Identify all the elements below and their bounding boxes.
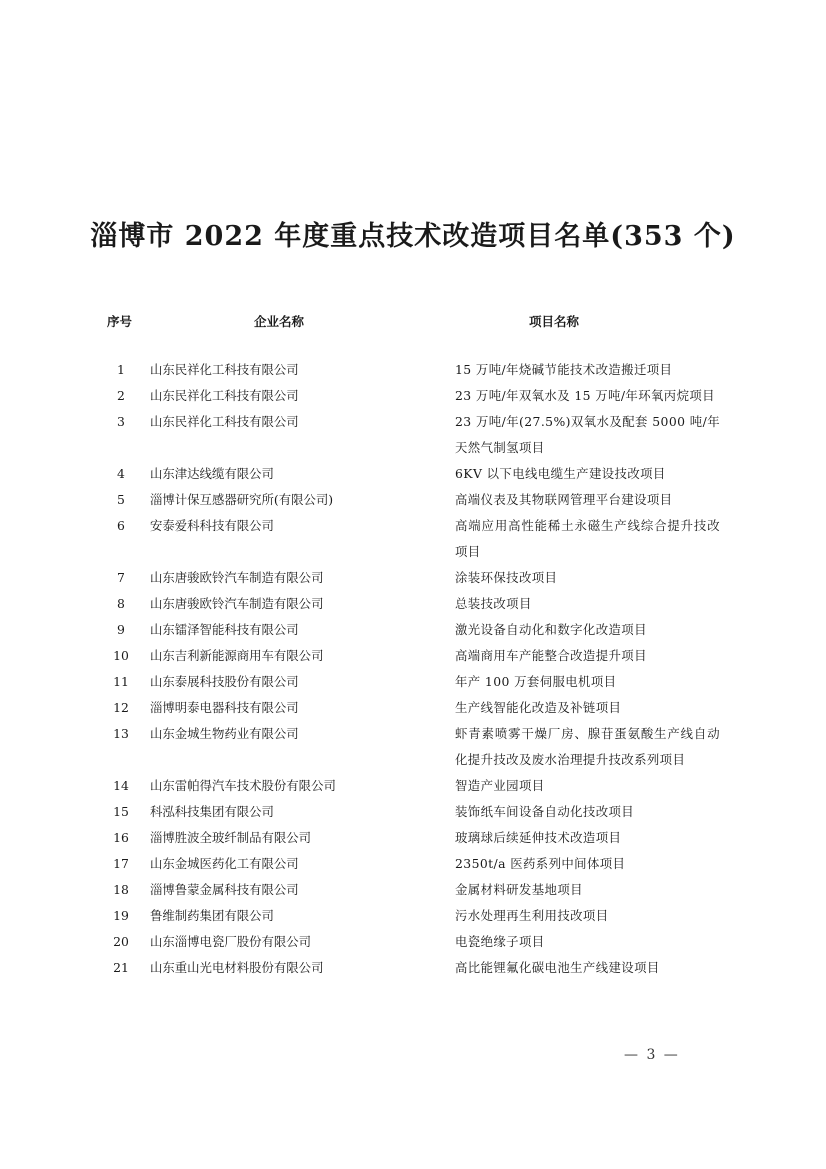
table-row bbox=[0, 851, 826, 877]
row-number: 14 bbox=[113, 778, 129, 793]
project-name: 23 万吨/年双氧水及 15 万吨/年环氧丙烷项目 bbox=[455, 388, 715, 403]
table-row bbox=[0, 513, 826, 565]
company-name: 山东吉利新能源商用车有限公司 bbox=[150, 648, 324, 663]
project-name: 高端商用车产能整合改造提升项目 bbox=[455, 648, 647, 663]
row-number: 20 bbox=[113, 934, 129, 949]
table-row bbox=[0, 409, 826, 461]
table-row bbox=[0, 669, 826, 695]
table-row bbox=[0, 617, 826, 643]
project-name: 23 万吨/年(27.5%)双氧水及配套 5000 吨/年天然气制氢项目 bbox=[455, 414, 720, 455]
company-name: 安泰爱科科技有限公司 bbox=[150, 518, 274, 533]
row-number: 1 bbox=[117, 362, 125, 377]
table-row bbox=[0, 773, 826, 799]
company-name: 山东唐骏欧铃汽车制造有限公司 bbox=[150, 596, 324, 611]
table-row bbox=[0, 487, 826, 513]
project-name: 高端仪表及其物联网管理平台建设项目 bbox=[455, 492, 673, 507]
company-name: 山东民祥化工科技有限公司 bbox=[150, 414, 299, 429]
row-number: 6 bbox=[117, 518, 125, 533]
table-row bbox=[0, 591, 826, 617]
table-row bbox=[0, 565, 826, 591]
table-row bbox=[0, 955, 826, 981]
header-project: 项目名称 bbox=[529, 314, 580, 329]
row-number: 19 bbox=[113, 908, 129, 923]
project-name: 总装技改项目 bbox=[455, 596, 532, 611]
project-name: 虾青素喷雾干燥厂房、腺苷蛋氨酸生产线自动化提升技改及废水治理提升技改系列项目 bbox=[455, 726, 720, 767]
project-name: 15 万吨/年烧碱节能技术改造搬迁项目 bbox=[455, 362, 673, 377]
project-name: 装饰纸车间设备自动化技改项目 bbox=[455, 804, 635, 819]
row-number: 2 bbox=[117, 388, 125, 403]
row-number: 4 bbox=[117, 466, 125, 481]
company-name: 山东雷帕得汽车技术股份有限公司 bbox=[150, 778, 336, 793]
row-number: 5 bbox=[117, 492, 125, 507]
project-name: 激光设备自动化和数字化改造项目 bbox=[455, 622, 647, 637]
row-number: 11 bbox=[113, 674, 129, 689]
header-company: 企业名称 bbox=[254, 314, 305, 329]
company-name: 山东民祥化工科技有限公司 bbox=[150, 362, 299, 377]
company-name: 山东淄博电瓷厂股份有限公司 bbox=[150, 934, 312, 949]
project-name: 生产线智能化改造及补链项目 bbox=[455, 700, 622, 715]
company-name: 山东金城医药化工有限公司 bbox=[150, 856, 299, 871]
project-name: 高比能锂氟化碳电池生产线建设项目 bbox=[455, 960, 660, 975]
company-name: 山东津达线缆有限公司 bbox=[150, 466, 274, 481]
row-number: 21 bbox=[113, 960, 129, 975]
row-number: 8 bbox=[117, 596, 125, 611]
row-number: 10 bbox=[113, 648, 129, 663]
company-name: 淄博胜波全玻纤制品有限公司 bbox=[150, 830, 312, 845]
table-row bbox=[0, 461, 826, 487]
company-name: 山东重山光电材料股份有限公司 bbox=[150, 960, 324, 975]
project-name: 6KV 以下电线电缆生产建设技改项目 bbox=[455, 466, 666, 481]
table-row bbox=[0, 929, 826, 955]
row-number: 16 bbox=[113, 830, 129, 845]
table-row bbox=[0, 643, 826, 669]
company-name: 山东镭泽智能科技有限公司 bbox=[150, 622, 299, 637]
project-name: 智造产业园项目 bbox=[455, 778, 545, 793]
project-list bbox=[0, 357, 826, 981]
company-name: 山东金城生物药业有限公司 bbox=[150, 726, 299, 741]
project-name: 高端应用高性能稀土永磁生产线综合提升技改项目 bbox=[455, 518, 720, 559]
company-name: 淄博鲁蒙金属科技有限公司 bbox=[150, 882, 299, 897]
table-row bbox=[0, 357, 826, 383]
company-name: 山东泰展科技股份有限公司 bbox=[150, 674, 299, 689]
header-number: 序号 bbox=[107, 314, 133, 329]
row-number: 12 bbox=[113, 700, 129, 715]
project-name: 年产 100 万套伺服电机项目 bbox=[455, 674, 617, 689]
table-row bbox=[0, 383, 826, 409]
project-name: 污水处理再生利用技改项目 bbox=[455, 908, 609, 923]
project-name: 金属材料研发基地项目 bbox=[455, 882, 583, 897]
row-number: 3 bbox=[117, 414, 125, 429]
row-number: 7 bbox=[117, 570, 125, 585]
page-title: 淄博市 2022 年度重点技术改造项目名单(353 个) bbox=[90, 221, 736, 252]
project-name: 电瓷绝缘子项目 bbox=[455, 934, 545, 949]
table-row bbox=[0, 695, 826, 721]
table-row bbox=[0, 903, 826, 929]
page-number: — 3 — bbox=[624, 1047, 680, 1063]
company-name: 鲁维制药集团有限公司 bbox=[150, 908, 274, 923]
table-row bbox=[0, 825, 826, 851]
project-name: 2350t/a 医药系列中间体项目 bbox=[455, 856, 626, 871]
table-row bbox=[0, 877, 826, 903]
company-name: 山东唐骏欧铃汽车制造有限公司 bbox=[150, 570, 324, 585]
table-row bbox=[0, 721, 826, 773]
project-name: 玻璃球后续延伸技术改造项目 bbox=[455, 830, 622, 845]
row-number: 17 bbox=[113, 856, 129, 871]
project-name: 涂装环保技改项目 bbox=[455, 570, 558, 585]
table-header bbox=[0, 312, 826, 330]
row-number: 9 bbox=[117, 622, 125, 637]
company-name: 淄博明泰电器科技有限公司 bbox=[150, 700, 299, 715]
row-number: 18 bbox=[113, 882, 129, 897]
company-name: 淄博计保互感器研究所(有限公司) bbox=[150, 492, 334, 507]
row-number: 13 bbox=[113, 726, 129, 741]
row-number: 15 bbox=[113, 804, 129, 819]
company-name: 山东民祥化工科技有限公司 bbox=[150, 388, 299, 403]
table-row bbox=[0, 799, 826, 825]
company-name: 科泓科技集团有限公司 bbox=[150, 804, 274, 819]
